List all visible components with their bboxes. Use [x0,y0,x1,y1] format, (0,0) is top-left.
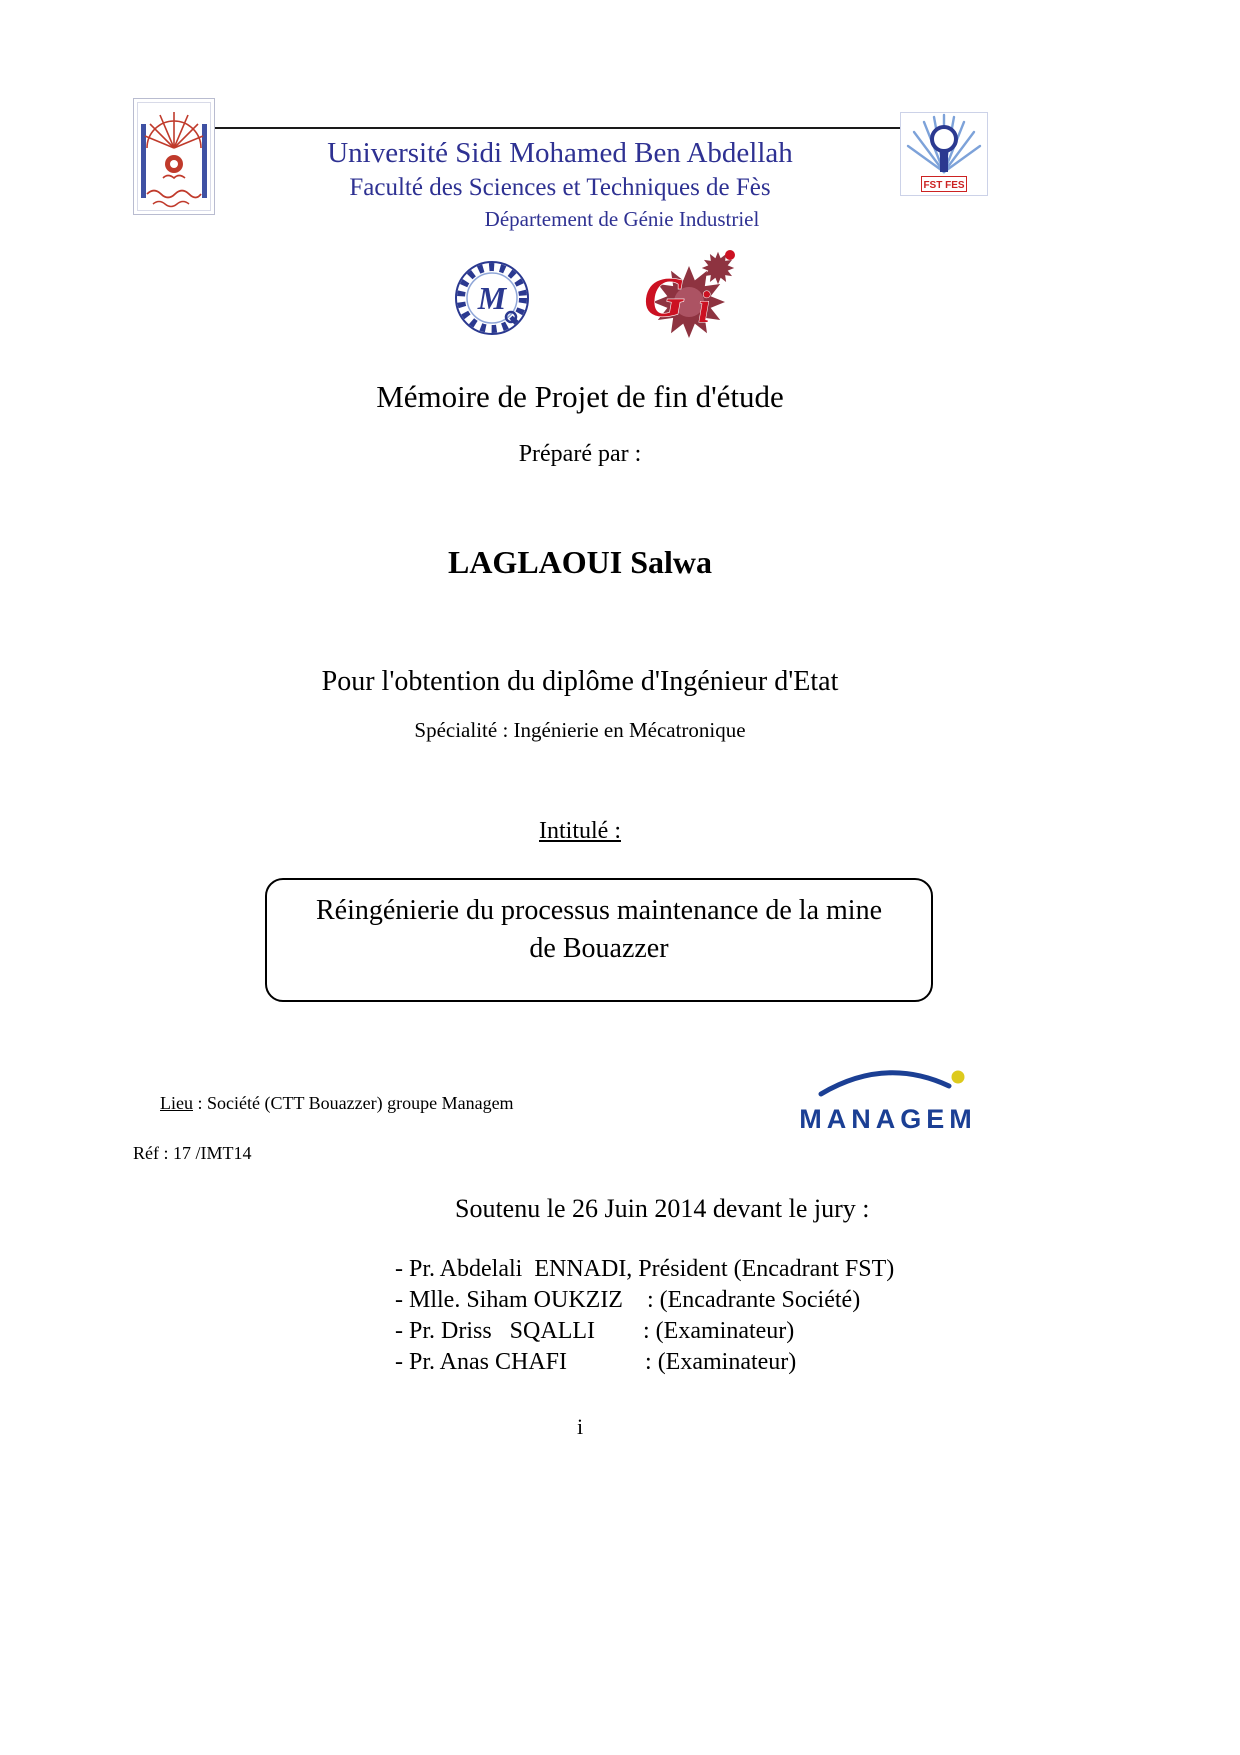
jury-member: - Mlle. Siham OUKZIZ : (Encadrante Société) [395,1287,861,1313]
managem-logo [798,1052,978,1135]
lieu-line [133,1066,514,1141]
university-emblem-logo [133,98,215,220]
lieu-value: : Société (CTT Bouazzer) groupe Managem [193,1093,514,1113]
university-name: Université Sidi Mohamed Ben Abdellah [327,137,793,169]
ref-line: Réf : 17 /IMT14 [133,1143,252,1163]
lieu-label: Lieu [160,1093,193,1113]
specialty-line: Spécialité : Ingénierie en Mécatronique [414,718,746,742]
jury-list [395,1254,894,1378]
department-name: Département de Génie Industriel [484,207,760,231]
jury-member: - Pr. Driss SQALLI : (Examinateur) [395,1318,795,1344]
diploma-line: Pour l'obtention du diplôme d'Ingénieur d'Etat [321,666,839,697]
gear-m-logo [452,258,532,343]
intitule-label [0,818,1160,845]
header-rule [200,127,904,129]
prepared-by-label: Préparé par : [518,441,642,467]
managem-arc-icon [799,1052,977,1098]
intitule-label-text: Intitulé : [539,818,621,844]
fst-badge-text: FST FES [923,180,965,191]
location-block [133,1066,514,1166]
author-name: LAGLAOUI Salwa [447,544,713,580]
gi-department-logo [640,248,740,350]
page-number: i [576,1414,584,1439]
defense-line: Soutenu le 26 Juin 2014 devant le jury : [455,1194,870,1223]
header-text-block [215,136,905,232]
faculty-name: Faculté des Sciences et Techniques de Fès [349,174,771,201]
gear-m-letter: M [477,280,507,316]
project-title-line2: de Bouazzer [529,933,669,964]
gi-dot-icon [725,250,735,260]
project-title-line1: Réingénierie du processus maintenance de la mine [315,895,882,926]
fst-fes-logo [900,112,988,201]
jury-member: - Pr. Anas CHAFI : (Examinateur) [395,1349,797,1375]
gi-letter-g: G [644,267,685,329]
managem-wordmark: MANAGEM [799,1104,977,1134]
memoire-title: Mémoire de Projet de fin d'étude [376,379,784,414]
project-title-box [265,878,933,1002]
jury-member: - Pr. Abdelali ENNADI, Président (Encadrant FST) [395,1256,895,1282]
gi-letter-i: i [698,283,711,332]
